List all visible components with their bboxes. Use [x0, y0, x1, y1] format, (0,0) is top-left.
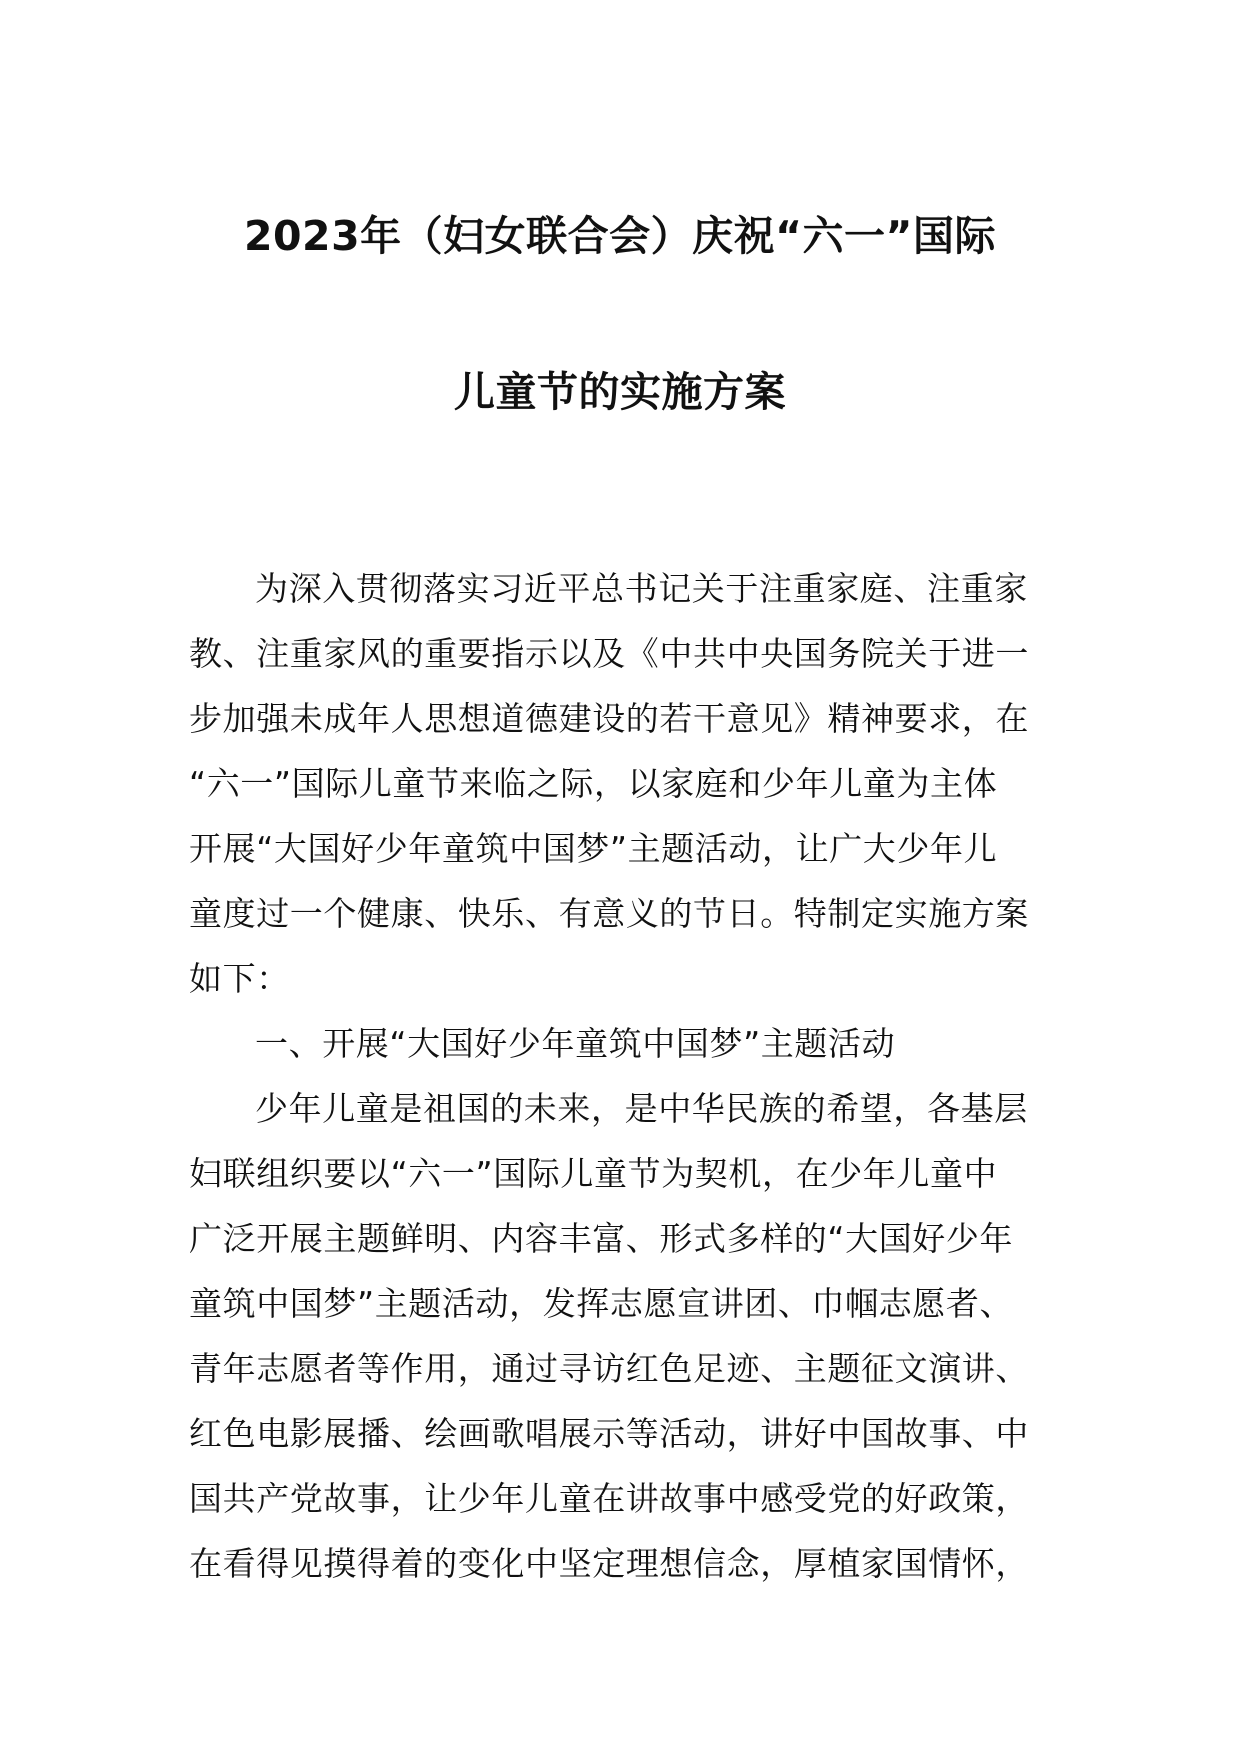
body-line: 童度过一个健康、快乐、有意义的节日。特制定实施方案	[189, 894, 1029, 933]
body-line: 少年儿童是祖国的未来，是中华民族的希望，各基层	[255, 1089, 1028, 1128]
body-line: 为深入贯彻落实习近平总书记关于注重家庭、注重家	[255, 569, 1028, 608]
body-line: 在看得见摸得着的变化中坚定理想信念，厚植家国情怀，	[189, 1544, 1029, 1583]
body-line: 开展“大国好少年童筑中国梦”主题活动，让广大少年儿	[189, 829, 998, 868]
body-line: 国共产党故事，让少年儿童在讲故事中感受党的好政策，	[189, 1479, 1029, 1518]
body-line: 青年志愿者等作用，通过寻访红色足迹、主题征文演讲、	[189, 1349, 1029, 1388]
body-line: 如下：	[189, 959, 290, 998]
document-title-line-2: 儿童节的实施方案	[454, 368, 786, 416]
body-line: “六一”国际儿童节来临之际，以家庭和少年儿童为主体	[189, 764, 998, 803]
body-line: 红色电影展播、绘画歌唱展示等活动，讲好中国故事、中	[189, 1414, 1029, 1453]
document-title-line-1: 2023年（妇女联合会）庆祝“六一”国际	[243, 212, 996, 260]
section-heading: 一、开展“大国好少年童筑中国梦”主题活动	[255, 1024, 896, 1063]
body-line: 教、注重家风的重要指示以及《中共中央国务院关于进一	[189, 634, 1029, 673]
body-line: 童筑中国梦”主题活动，发挥志愿宣讲团、巾帼志愿者、	[189, 1284, 1014, 1323]
body-line: 步加强未成年人思想道德建设的若干意见》精神要求，在	[189, 699, 1029, 738]
body-line: 广泛开展主题鲜明、内容丰富、形式多样的“大国好少年	[189, 1219, 1014, 1258]
body-line: 妇联组织要以“六一”国际儿童节为契机，在少年儿童中	[189, 1154, 998, 1193]
